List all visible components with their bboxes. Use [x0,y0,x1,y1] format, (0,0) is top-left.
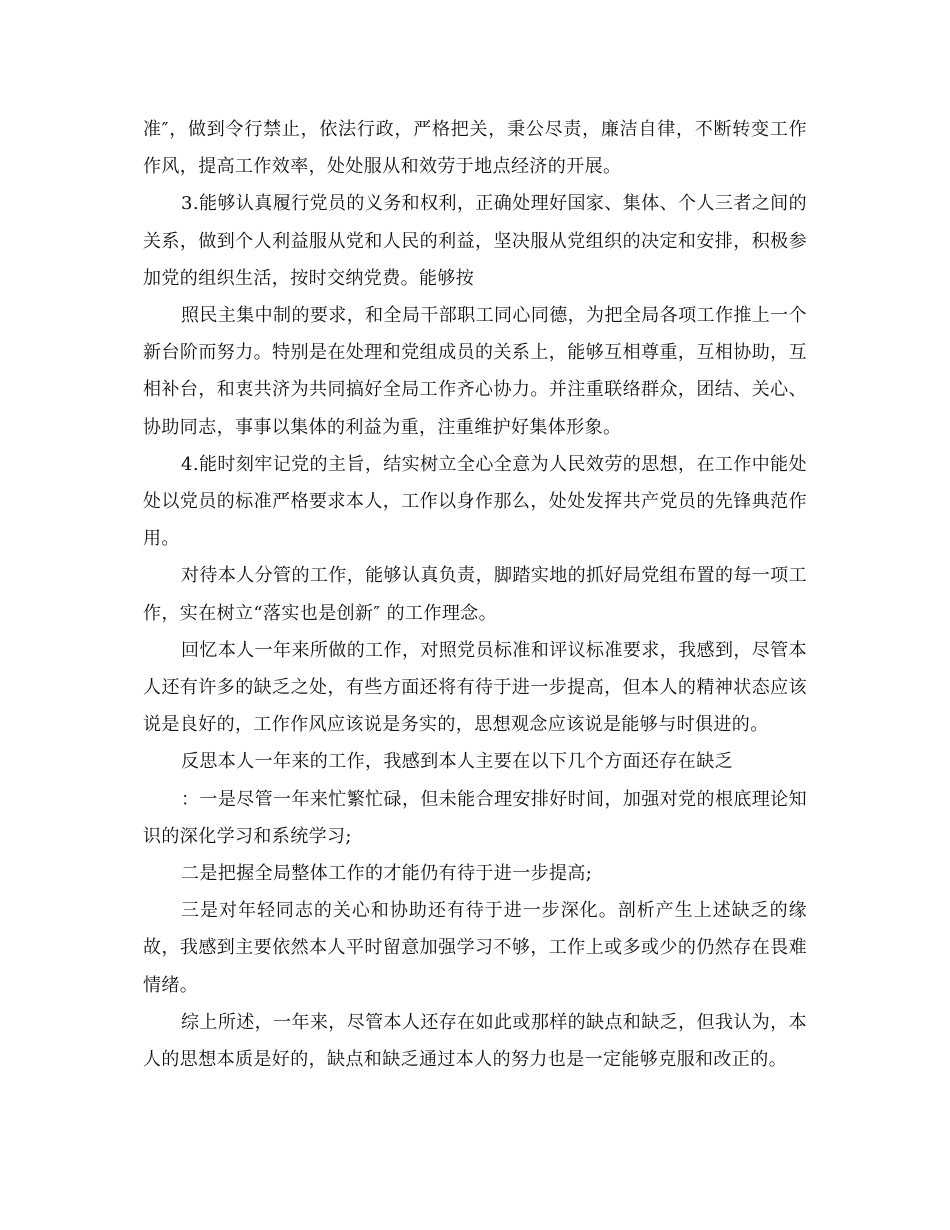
paragraph-democratic-centralism: 照民主集中制的要求，和全局干部职工同心同德，为把全局各项工作推上一个新台阶而努力。特别是在处理和党组成员的关系上，能够互相尊重，互相协助，互相补台，和衷共济为共同搞好全局工作齐心协力。并注重联络群众，团结、关心、协助同志，事事以集体的利益为重，注重维护好集体形象。 [143,305,807,438]
paragraph-responsibility: 对待本人分管的工作，能够认真负责，脚踏实地的抓好局党组布置的每一项工作，实在树立“落实也是创新″ 的工作理念。 [143,565,807,624]
paragraph-review: 回忆本人一年来所做的工作，对照党员标准和评议标准要求，我感到，尽管本人还有许多的缺乏之处，有些方面还将有待于进一步提高，但本人的精神状态应该说是良好的，工作作风应该说是务实的，思想观念应该说是能够与时俱进的。 [143,639,807,736]
paragraph-item-3: 3.能够认真履行党员的义务和权利，正确处理好国家、集体、个人三者之间的关系，做到个人利益服从党和人民的利益，坚决服从党组织的决定和安排，积极参加党的组织生活，按时交纳党费。能够按 [143,193,807,289]
paragraph-reflection: 反思本人一年来的工作，我感到本人主要在以下几个方面还存在缺乏 [181,751,733,773]
document-page [143,111,807,1078]
paragraph-shortcoming-3: 三是对年轻同志的关心和协助还有待于进一步深化。剖析产生上述缺乏的缘故，我感到主要依然本人平时留意加强学习不够，工作上或多或少的仍然存在畏难情绪。 [143,900,807,996]
paragraph-shortcoming-1: ：一是尽管一年来忙繁忙碌，但未能合理安排好时间，加强对党的根底理论知识的深化学习和系统学习; [143,788,807,847]
paragraph-continuation: 准″，做到令行禁止，依法行政，严格把关，秉公尽责，廉洁自律，不断转变工作作风，提高工作效率，处处服从和效劳于地点经济的开展。 [143,119,807,178]
paragraph-item-4: 4.能时刻牢记党的主旨，结实树立全心全意为人民效劳的思想，在工作中能处处以党员的标准严格要求本人，工作以身作那么，处处发挥共产党员的先锋典范作用。 [143,453,807,550]
paragraph-conclusion: 综上所述，一年来，尽管本人还存在如此或那样的缺点和缺乏，但我认为，本人的思想本质是好的，缺点和缺乏通过本人的努力也是一定能够克服和改正的。 [143,1011,807,1071]
paragraph-shortcoming-2: 二是把握全局整体工作的才能仍有待于进一步提高; [181,863,593,885]
